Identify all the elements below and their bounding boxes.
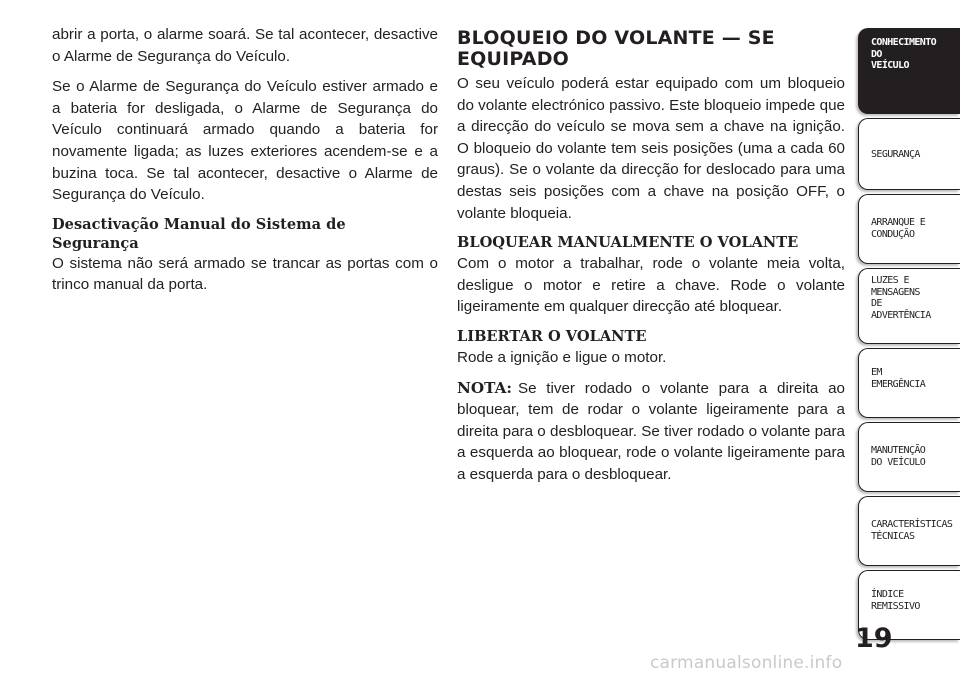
tab-seguranca[interactable]: SEGURANÇA (858, 118, 960, 190)
subhead-line-2: Segurança (52, 234, 139, 252)
note-paragraph (457, 378, 845, 486)
left-paragraph-2: Se o Alarme de Segurança do Veículo estiver armado e a bateria for desligada, o Alarme de Segurança do Veículo continuará armado quando a bateria for novamente ligada; as luzes exteriores acendem-se e a buzina toca. Se tal acontecer, desactive o Alarme de Segurança do Veículo. (52, 78, 438, 204)
tab-caracteristicas-tecnicas[interactable]: CARACTERÍSTICAS TÉCNICAS (858, 496, 960, 566)
left-paragraph-1: abrir a porta, o alarme soará. Se tal acontecer, desactive o Alarme de Segurança do Veículo. (52, 26, 438, 65)
unlock-text: Rode a ignição e ligue o motor. (457, 348, 667, 366)
manual-lock-text: Com o motor a trabalhar, rode o volante meia volta, desligue o motor e retire a chave. Rode o volante ligeiramente em qualquer direcção até bloquear. (457, 255, 845, 316)
manual-lock-heading: BLOQUEAR MANUALMENTE O VOLANTE (457, 234, 799, 252)
manual-deactivation-heading (52, 215, 438, 253)
chapter-tabs (858, 28, 960, 644)
watermark: carmanualsonline.info (650, 653, 843, 673)
title-line-1: BLOQUEIO DO VOLANTE — SE (457, 27, 775, 49)
note-label: NOTA: (457, 378, 512, 397)
right-column (457, 28, 845, 486)
tab-indice-remissivo[interactable]: ÍNDICE REMISSIVO (858, 570, 960, 640)
left-column (52, 24, 438, 296)
note-text: Se tiver rodado o volante para a direita ao bloquear, tem de rodar o volante ligeiramente para a direita para o desbloquear. Se tiver rodado o volante para a esquerda ao bloquear, rode o volante ligeiramente para a esquerda para o desbloquear. (457, 379, 845, 483)
tab-em-emergencia[interactable]: EM EMERGÊNCIA (858, 348, 960, 418)
title-line-2: EQUIPADO (457, 48, 570, 70)
page-number: 19 (855, 623, 893, 654)
subhead-line-1: Desactivação Manual do Sistema de (52, 215, 346, 233)
tab-arranque-e-conducao[interactable]: ARRANQUE E CONDUÇÃO (858, 194, 960, 264)
tab-luzes-e-mensagens[interactable]: LUZES E MENSAGENS DE ADVERTÊNCIA (858, 268, 960, 344)
tab-manutencao-do-veiculo[interactable]: MANUTENÇÃO DO VEÍCULO (858, 422, 960, 492)
steering-lock-title (457, 28, 845, 70)
unlock-heading: LIBERTAR O VOLANTE (457, 327, 647, 345)
left-paragraph-3: O sistema não será armado se trancar as portas com o trinco manual da porta. (52, 254, 438, 294)
tab-conhecimento-do-veiculo[interactable]: CONHECIMENTO DO VEÍCULO (858, 28, 960, 114)
steering-lock-intro: O seu veículo poderá estar equipado com um bloqueio do volante electrónico passivo. Este bloqueio impede que a direcção do veículo se mova sem a chave na ignição. O bloqueio do volante tem seis posições (uma a cada 60 graus). Se o volante da direcção for deslocado para uma destas seis posições com a chave na posição OFF, o volante bloqueia. (457, 75, 845, 222)
